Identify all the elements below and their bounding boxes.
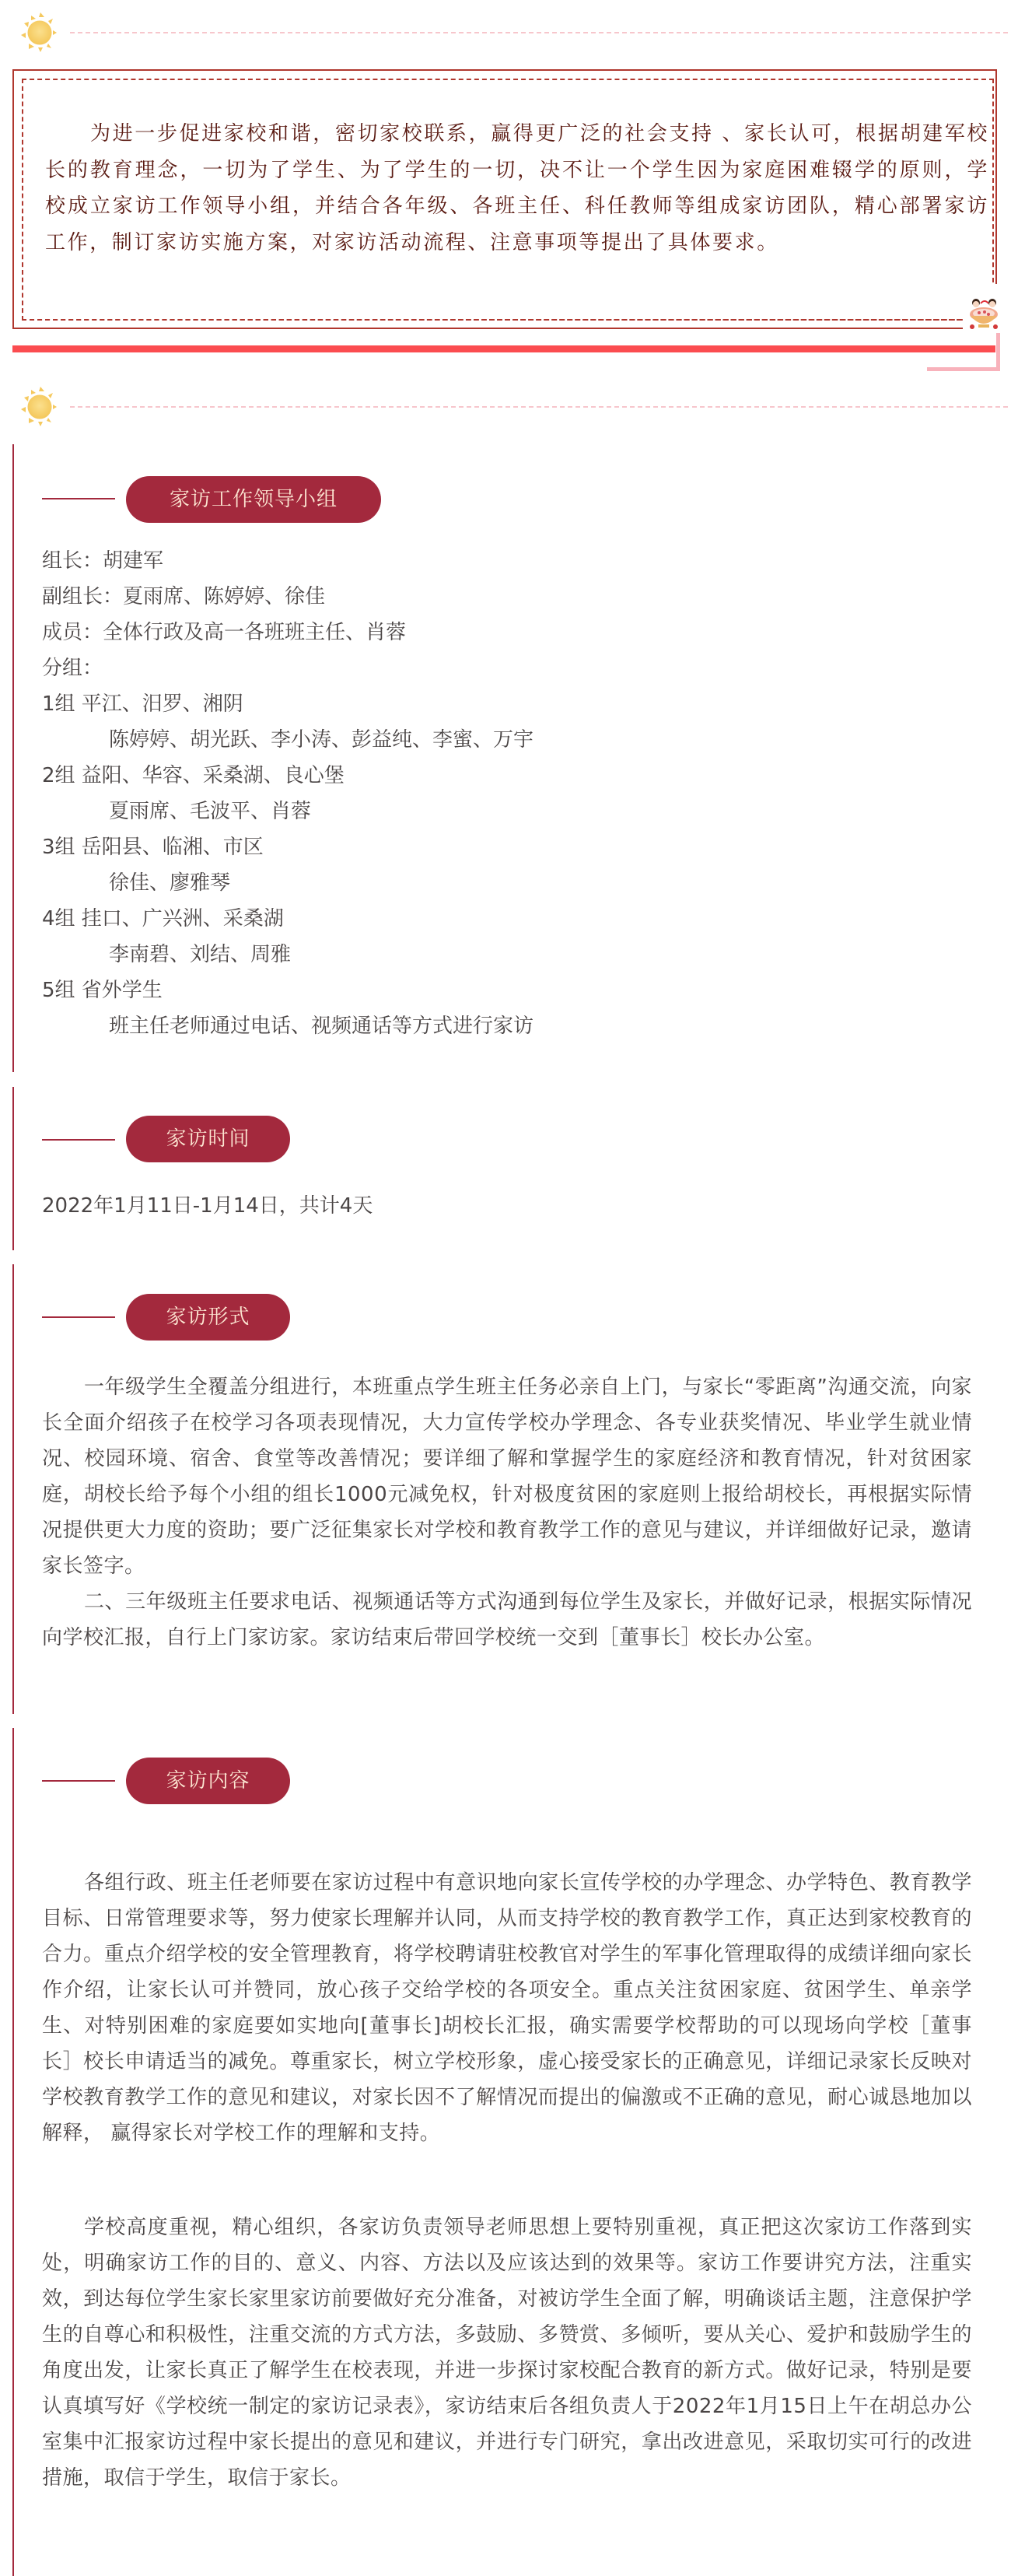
section-title-pill: 家访内容 <box>126 1758 290 1804</box>
list-item: 陈婷婷、胡光跃、李小涛、彭益纯、李蜜、万宇 <box>109 728 534 752</box>
list-item: 分组： <box>42 657 103 680</box>
section-rule <box>12 1264 14 1714</box>
visit-format-paragraph: 一年级学生全覆盖分组进行，本班重点学生班主任务必亲自上门，与家长“零距离”沟通交流，向家长全面介绍孩子在校学习各项表现情况，大力宣传学校办学理念、各专业获奖情况、毕业学生就业情况、校园环境、宿舍、食堂等改善情况；要详细了解和掌握学生的家庭经济和教育情况，针对贫困家庭，胡校长给予每个小组的组长1000元减免权，针对极度贫困的家庭则上报给胡校长，再根据实际情况提供更大力度的资助；要广泛征集家长对学校和教育教学工作的意见与建议，并详细做好记录，邀请家长签字。 <box>42 1376 972 1578</box>
red-divider-bar <box>12 345 995 352</box>
section-rule <box>12 1728 14 2576</box>
section-title-pill: 家访形式 <box>126 1294 290 1341</box>
section-title-line <box>42 498 115 499</box>
sun-icon <box>17 385 61 429</box>
list-item: 组长：胡建军 <box>42 549 164 573</box>
header-divider <box>70 32 1008 33</box>
leadership-group-list <box>42 543 972 1044</box>
list-item: 2组 益阳、华容、采桑湖、良心堡 <box>42 764 345 787</box>
section-title-pill: 家访工作领导小组 <box>126 476 381 523</box>
list-item: 徐佳、廖雅琴 <box>109 871 231 895</box>
section-title-line <box>42 1139 115 1141</box>
section-rule <box>12 1087 14 1250</box>
list-item: 李南碧、刘结、周雅 <box>109 943 292 966</box>
list-item: 4组 挂口、广兴洲、采桑湖 <box>42 907 284 931</box>
visit-format-paragraph: 二、三年级班主任要求电话、视频通话等方式沟通到每位学生及家长，并做好记录，根据实际情况向学校汇报，自行上门家访家。家访结束后带回学校统一交到［董事长］校长办公室。 <box>42 1590 972 1649</box>
visit-date-range: 2022年1月11日-1月14日，共计4天 <box>42 1194 373 1218</box>
section-title-line <box>42 1316 115 1318</box>
intro-inner-frame-right <box>992 79 994 282</box>
intro-paragraph: 为进一步促进家校和谐，密切家校联系，赢得更广泛的社会支持 、家长认可，根据胡建军校长的教育理念，一切为了学生、为了学生的一切，决不让一个学生因为家庭困难辍学的原则，学校成立家访工作领导小组，并结合各年级、各班主任、科任教师等组成家访团队，精心部署家访工作，制订家访实施方案，对家访活动流程、注意事项等提出了具体要求。 <box>45 122 989 254</box>
section-rule <box>12 444 14 1072</box>
visit-content-paragraph: 各组行政、班主任老师要在家访过程中有意识地向家长宣传学校的办学理念、办学特色、教育教学目标、日常管理要求等，努力使家长理解并认同，从而支持学校的教育教学工作，真正达到家校教育的合力。重点介绍学校的安全管理教育，将学校聘请驻校教官对学生的军事化管理取得的成绩详细向家长作介绍，让家长认可并赞同，放心孩子交给学校的各项安全。重点关注贫困家庭、贫困学生、单亲学生、对特别困难的家庭要如实地向[董事长]胡校长汇报，确实需要学校帮助的可以现场向学校［董事长］校长申请适当的减免。尊重家长，树立学校形象，虚心接受家长的正确意见，详细记录家长反映对学校教育教学工作的意见和建议，对家长因不了解情况而提出的偏激或不正确的意见，耐心诚恳地加以解释， 赢得家长对学校工作的理解和支持。 <box>42 1871 972 2145</box>
section-title-pill: 家访时间 <box>126 1116 290 1162</box>
pink-corner-accent-horizontal <box>927 367 1000 371</box>
list-item: 3组 岳阳县、临湘、市区 <box>42 836 264 859</box>
list-item: 1组 平江、汨罗、湘阴 <box>42 692 243 716</box>
list-item: 班主任老师通过电话、视频通话等方式进行家访 <box>109 1015 534 1038</box>
list-item: 副组长：夏雨席、陈婷婷、徐佳 <box>42 585 326 608</box>
visit-content-paragraph: 学校高度重视，精心组织，各家访负责领导老师思想上要特别重视，真正把这次家访工作落到实处，明确家访工作的目的、意义、内容、方法以及应该达到的效果等。家访工作要讲究方法，注重实效，到达每位学生家长家里家访前要做好充分准备，对被访学生全面了解，明确谈话主题，注意保护学生的自尊心和积极性，注重交流的方式方法，多鼓励、多赞赏、多倾听，要从关心、爱护和鼓励学生的角度出发，让家长真正了解学生在校表现，并进一步探讨家校配合教育的新方式。做好记录，特别是要认真填写好《学校统一制定的家访记录表》，家访结束后各组负责人于2022年1月15日上午在胡总办公室集中汇报家访过程中家长提出的意见和建议，并进行专门研究，拿出改进意见，采取切实可行的改进措施，取信于学生，取信于家长。 <box>42 2216 972 2490</box>
section-title-line <box>42 1780 115 1782</box>
sun-icon <box>17 11 61 54</box>
section-divider <box>70 406 1008 408</box>
dumpling-bowl-illustration <box>967 297 1000 331</box>
list-item: 5组 省外学生 <box>42 979 163 1002</box>
pink-corner-accent-vertical <box>996 333 1000 371</box>
list-item: 夏雨席、毛波平、肖蓉 <box>109 800 312 823</box>
list-item: 成员：全体行政及高一各班班主任、肖蓉 <box>42 621 407 644</box>
visit-time <box>42 1188 972 1224</box>
